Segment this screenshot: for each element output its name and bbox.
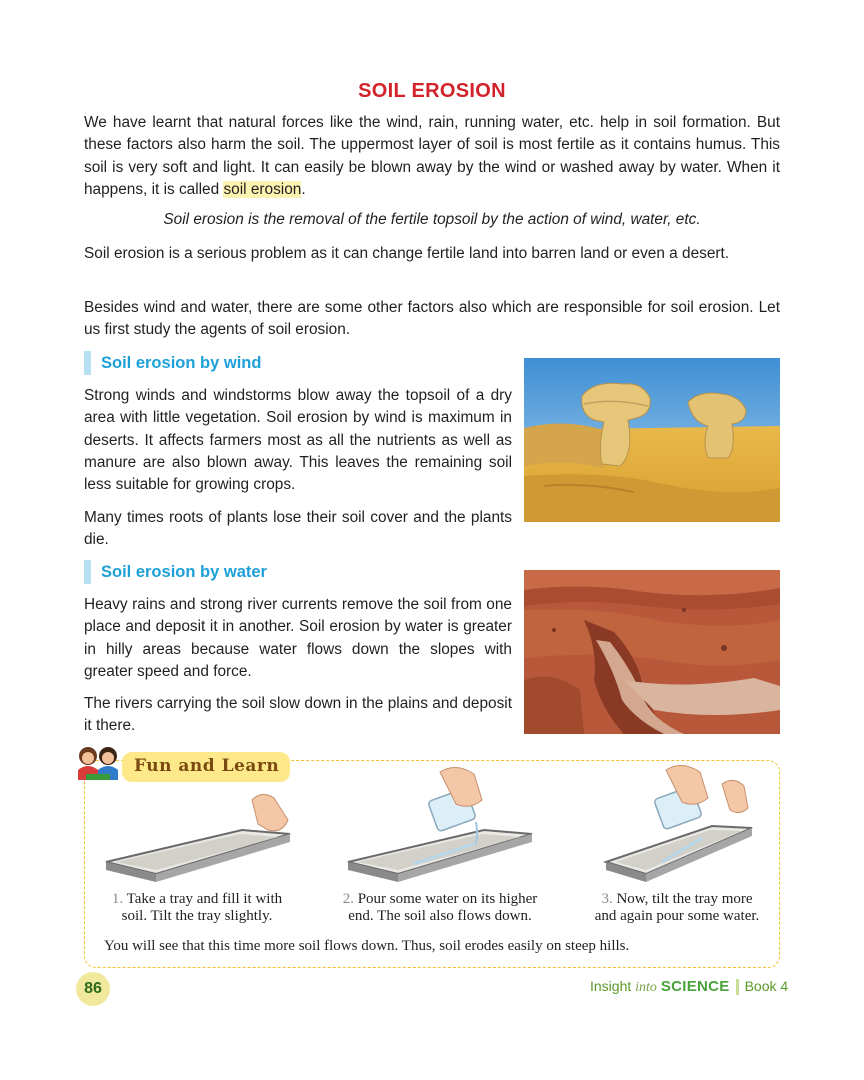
step-2-caption [320,891,560,925]
intro-text: We have learnt that natural forces like the wind, rain, running water, etc. help in soil formation. But these factors also harm the soil. The uppermost layer of soil is most fertile as it contains humus. This soil is very soft and light. It can easily be blown away by the wind or washed away by water. When it happens, it is called [84,114,780,198]
water-heading-text: Soil erosion by water [101,562,267,581]
footer-insight: Insight [590,978,632,994]
step-2-line-1: Pour some water on its higher [357,891,538,907]
step-number: 1. [111,891,124,907]
water-heading [84,560,267,584]
footer-into: into [635,980,657,995]
water-paragraph-1: Heavy rains and strong river currents remove the soil from one place and deposit it in another. Soil erosion by water is greater in hilly areas because water flows down the slopes with greater speed and force. [84,596,512,680]
step-1-caption [84,891,310,925]
step-2-line-2: end. The soil also flows down. [348,908,532,924]
heading-bar [84,560,91,584]
desert-paragraph: Soil erosion is a serious problem as it can change fertile land into barren land or even a desert. [84,245,730,262]
wind-heading [84,351,261,375]
gully-erosion-photo [524,570,780,734]
soil-erosion-highlight: soil erosion [223,180,302,198]
page-number: 86 [84,980,102,997]
wind-paragraph-1: Strong winds and windstorms blow away the topsoil of a dry area with little vegetation. Soil erosion by wind is maximum in deserts. It affects farmers most as all the nutrients as well as manure are also blown away. This leaves the remaining soil less suitable for growing crops. [84,387,512,494]
fun-and-learn-label: Fun and Learn [134,756,280,776]
step-number: 3. [601,891,613,907]
kids-illustration [72,744,128,789]
tray-step-1-illustration [102,790,302,891]
intro-paragraph [84,112,780,201]
footer-science: SCIENCE [660,978,730,995]
step-3-caption [574,891,780,925]
heading-bar [84,351,91,375]
footer-book: Book 4 [744,978,789,994]
desert-rock-photo [524,358,780,522]
water-paragraph-2: The rivers carrying the soil slow down in the plains and deposit it there. [84,695,512,735]
intro-end: . [301,180,306,198]
book-footer [590,978,788,996]
activity-conclusion: You will see that this time more soil flows down. Thus, soil erodes easily on steep hills. [104,938,630,954]
step-1-line-1: Take a tray and fill it with [126,891,283,907]
step-3-line-2: and again pour some water. [594,908,760,924]
step-3-line-1: Now, tilt the tray more [616,891,753,907]
tray-step-3-illustration [602,764,762,891]
wind-paragraph-2: Many times roots of plants lose their soil cover and the plants die. [84,509,512,549]
wind-heading-text: Soil erosion by wind [101,353,262,372]
step-1-line-2: soil. Tilt the tray slightly. [121,908,273,924]
page-title: SOIL EROSION [358,80,506,102]
step-number: 2. [342,891,354,907]
footer-separator [736,979,739,995]
tray-step-2-illustration [344,764,544,891]
definition: Soil erosion is the removal of the fertile topsoil by the action of wind, water, etc. [163,211,701,228]
agents-paragraph: Besides wind and water, there are some other factors also which are responsible for soil erosion. Let us first study the agents of soil erosion. [84,299,780,339]
